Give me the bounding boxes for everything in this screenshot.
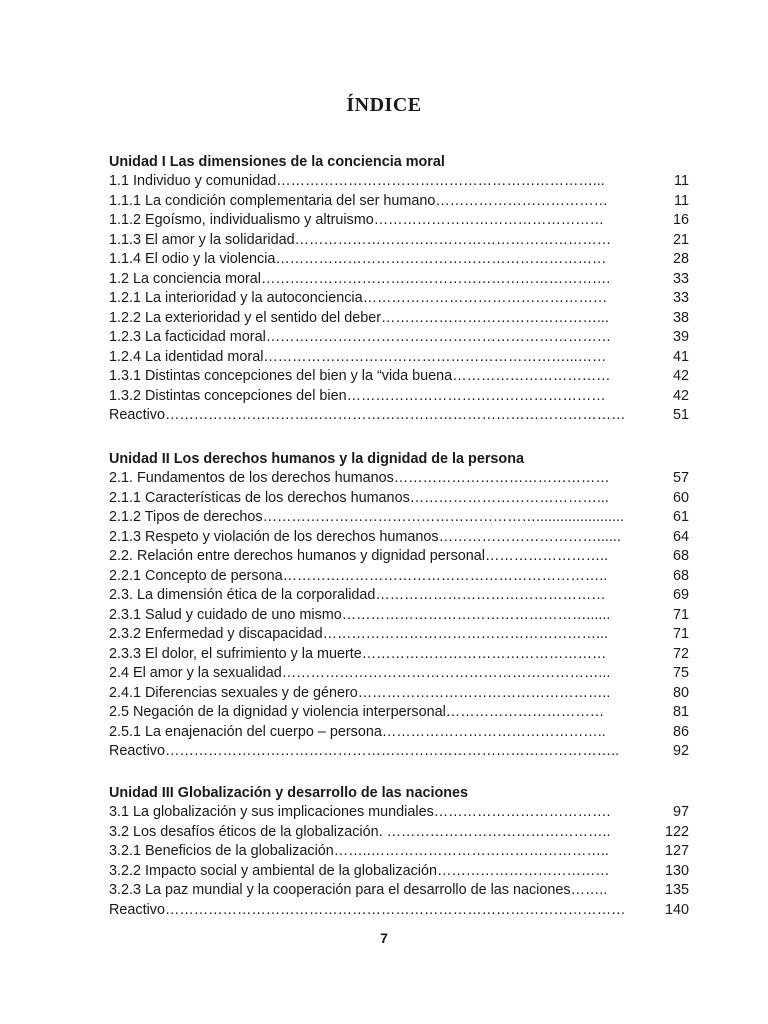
toc-entry-page: 11 [674, 192, 689, 209]
toc-entry-title: 1.2.4 La identidad moral………………………………………………………...…… [109, 348, 607, 365]
toc-entry-page: 57 [672, 470, 689, 486]
toc-entry-page: 75 [672, 665, 689, 681]
toc-entry-title: 1.2 La conciencia moral………………………………………………………………. [109, 270, 611, 287]
toc-entry-page: 42 [672, 368, 689, 384]
toc-entry-page: 21 [672, 231, 689, 248]
toc-entry-title: 3.2.1 Beneficios de la globalización……..………………………………………….. [109, 843, 609, 859]
toc-entry [109, 901, 689, 921]
toc-entry-page: 130 [664, 862, 689, 879]
toc-entry [109, 192, 689, 212]
toc-entry-title: 3.2.2 Impacto social y ambiental de la globalización……………………………… [109, 862, 610, 879]
toc-entry [109, 270, 689, 290]
toc-entry [109, 803, 689, 823]
toc-entry-title: 2.4 El amor y la sexualidad…………………………………………………………... [109, 665, 611, 681]
toc-entry-page: 11 [674, 173, 689, 189]
toc-entry-title: 2.3. La dimensión ética de la corporalidad………………………………………… [109, 587, 606, 603]
toc-entry-page: 97 [672, 804, 689, 820]
toc-entry-title: 3.2.3 La paz mundial y la cooperación para el desarrollo de las naciones…….. [109, 882, 608, 898]
toc-entry-page: 41 [672, 348, 689, 365]
toc-entry-title: 2.2.1 Concepto de persona………………………………………………………….. [109, 567, 608, 584]
toc-entry [109, 723, 689, 743]
toc-entry [109, 586, 689, 606]
toc-entry-title: 2.1.2 Tipos de derechos…………………………………………………...................... [109, 509, 624, 525]
toc-entry [109, 508, 689, 528]
toc-entry-page: 71 [672, 606, 689, 623]
toc-entry-page: 42 [672, 387, 689, 404]
toc-entry-page: 33 [672, 270, 689, 287]
toc-entry-page: 68 [672, 548, 689, 564]
toc-entry [109, 823, 689, 843]
toc-entry [109, 387, 689, 407]
toc-entry [109, 367, 689, 387]
toc-entry [109, 489, 689, 509]
toc-entry-page: 51 [672, 407, 689, 423]
toc-entry [109, 289, 689, 309]
toc-entry [109, 684, 689, 704]
unit-heading: Unidad I Las dimensiones de la conciencia moral [109, 154, 445, 170]
toc-entry-title: 2.4.1 Diferencias sexuales y de género…………………………………………….. [109, 684, 611, 701]
toc-entry-page: 92 [672, 743, 689, 759]
page-title: ÍNDICE [346, 94, 422, 116]
toc-entry-page: 135 [664, 882, 689, 898]
toc-entry [109, 625, 689, 645]
toc-entry-title: 1.1.4 El odio y la violencia…………………………………………………………… [109, 251, 607, 267]
toc-entry-page: 69 [672, 587, 689, 603]
toc-entry [109, 606, 689, 626]
toc-entry-page: 68 [672, 567, 689, 584]
toc-entry-title: 2.3.3 El dolor, el sufrimiento y la muerte…………………………………………… [109, 645, 607, 662]
toc-entry-page: 71 [672, 626, 689, 642]
toc-entry-title: 1.2.1 La interioridad y la autoconciencia…………………………………………… [109, 290, 608, 306]
toc-entry-page: 60 [672, 489, 689, 506]
toc-entry-title: 2.2. Relación entre derechos humanos y dignidad personal…………………….. [109, 548, 609, 564]
page-number: 7 [380, 930, 388, 946]
toc-entry [109, 406, 689, 426]
toc-entry [109, 469, 689, 489]
toc-entry [109, 862, 689, 882]
unit-section [109, 152, 689, 426]
toc-entry-title: 1.1.3 El amor y la solidaridad………………………………………………………… [109, 231, 612, 248]
toc-entry-page: 39 [672, 329, 689, 345]
toc-entry [109, 567, 689, 587]
unit-heading: Unidad III Globalización y desarrollo de las naciones [109, 785, 469, 801]
toc-entry-title: 3.1 La globalización y sus implicaciones mundiales………………………………. [109, 804, 611, 820]
toc-entry [109, 172, 689, 192]
toc-entry [109, 348, 689, 368]
toc-entry-title: 1.3.2 Distintas concepciones del bien……………………………………………… [109, 387, 606, 404]
unit-section [109, 449, 689, 762]
unit-heading: Unidad II Los derechos humanos y la dignidad de la persona [109, 451, 525, 467]
toc-entry-page: 127 [664, 843, 689, 859]
toc-entry-title: 1.2.3 La facticidad moral……………………………………………………………… [109, 329, 612, 345]
toc-entry [109, 309, 689, 329]
toc-entry-page: 140 [664, 901, 689, 918]
toc-entry-page: 33 [672, 290, 689, 306]
toc-entry [109, 250, 689, 270]
entry-list [109, 172, 689, 426]
toc-entry-title: 2.1. Fundamentos de los derechos humanos……………………………………… [109, 470, 610, 486]
toc-entry [109, 645, 689, 665]
toc-entry-title: 2.1.3 Respeto y violación de los derechos humanos……………………………...... [109, 528, 621, 545]
toc-entry-page: 16 [672, 212, 689, 228]
toc-entry-page: 72 [672, 645, 689, 662]
toc-entry [109, 703, 689, 723]
toc-entry [109, 742, 689, 762]
toc-entry-title: Reactivo…………………………………………………………………………………… [109, 901, 626, 918]
toc-entry-page: 80 [672, 684, 689, 701]
toc-entry-page: 122 [664, 823, 689, 840]
entry-list [109, 469, 689, 762]
toc-entry-title: 3.2 Los desafíos éticos de la globalización. ……………………………………….. [109, 823, 611, 840]
toc-entry-title: 1.3.1 Distintas concepciones del bien y la “vida buena…………………………… [109, 368, 611, 384]
toc-entry-page: 61 [672, 509, 689, 525]
toc-entry-title: 1.1.2 Egoísmo, individualismo y altruismo………………………………………… [109, 212, 604, 228]
toc-entry [109, 211, 689, 231]
toc-entry-page: 81 [672, 704, 689, 720]
toc-entry-title: 1.2.2 La exterioridad y el sentido del deber………………………………………... [109, 309, 609, 326]
unit-section [109, 783, 689, 920]
toc-entry [109, 664, 689, 684]
toc-entry [109, 328, 689, 348]
toc-entry [109, 842, 689, 862]
toc-entry-title: 1.1.1 La condición complementaria del ser humano……………………………… [109, 192, 609, 209]
toc-entry-title: 2.1.1 Características de los derechos humanos…………………………………... [109, 489, 609, 506]
toc-entry-title: 2.5 Negación de la dignidad y violencia interpersonal…………………………… [109, 704, 605, 720]
toc-entry-title: 2.3.2 Enfermedad y discapacidad…………………………………………………... [109, 626, 609, 642]
toc-entry-page: 64 [672, 528, 689, 545]
toc-entry-page: 28 [672, 251, 689, 267]
toc-entry-title: 1.1 Individuo y comunidad…………………………………………………………... [109, 173, 605, 189]
toc-entry-title: 2.3.1 Salud y cuidado de uno mismo……………………………………………...... [109, 606, 611, 623]
toc-entry [109, 528, 689, 548]
toc-entry [109, 881, 689, 901]
toc-entry-title: 2.5.1 La enajenación del cuerpo – persona……………………………………….. [109, 723, 606, 740]
toc-entry-title: Reactivo…………………………………………………………………………………… [109, 407, 626, 423]
toc-entry-page: 38 [672, 309, 689, 326]
toc-entry-title: Reactivo………………………………………………………………………………….. [109, 743, 620, 759]
entry-list [109, 803, 689, 920]
toc-entry [109, 231, 689, 251]
toc-entry-page: 86 [672, 723, 689, 740]
toc-entry [109, 547, 689, 567]
